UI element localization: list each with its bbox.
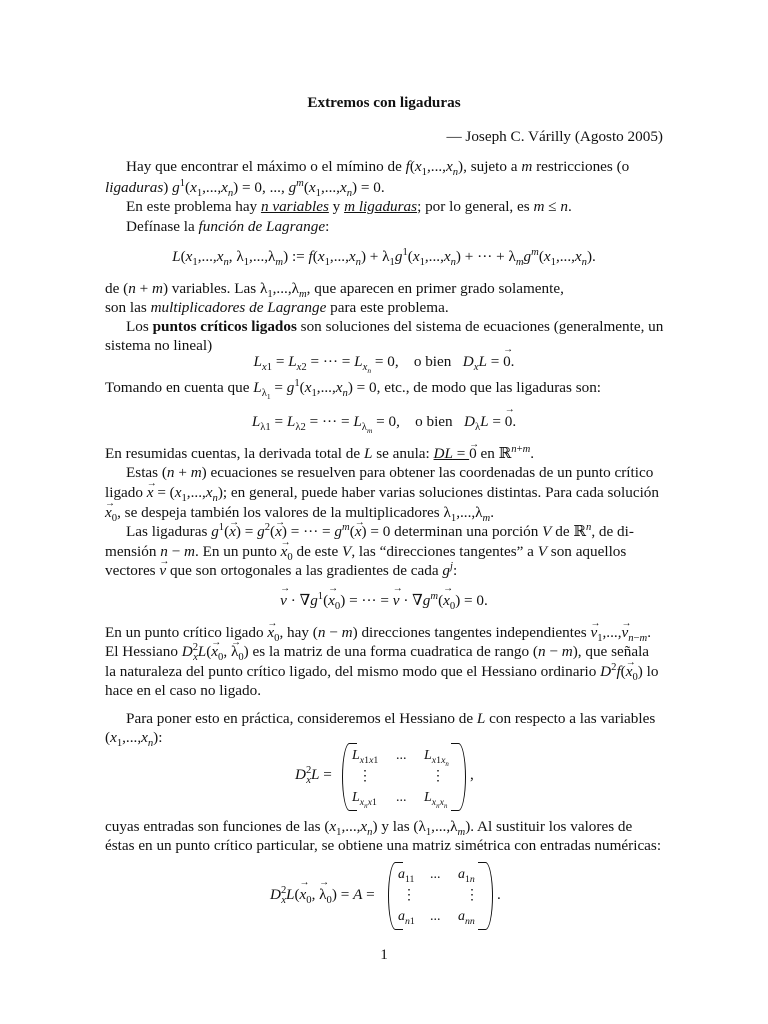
text-line: ligaduras) $g^1(x_1,...,x_n) = 0$, ..., $g^m(x_1,...,x_n) = 0$. xyxy=(105,177,385,200)
document-page: Extremos con ligaduras — Joseph C. Várilly (Agosto 2005) Hay que encontrar el máximo o el mímino de $f(x_1,...,x_n)$, sujeto a m restricciones (o ligaduras) $g^1(x_1,...,x_n) = 0$, ..., $g^m(x_1,...,x_n) = 0$. En este problema hay n variables y m ligaduras; por lo general, es m ≤ n. Defínase la función de Lagrange: $L(x_1,...,x_n$, $\lambda_1,...,\lambda_m$) := $f(x_1,...,x_n) + \lambda_1g^1(x_1,...,x_n)$ + ··· + $\lambda_mg^m(x_1,...,x_n)$. de (n + m) variables. Las $\lambda_1,...,\lambda_m$, que aparecen en primer grado solamente, son las multiplicadores de Lagrange para este problema. Los puntos críticos ligados son soluciones del sistema de ecuaciones (generalmente, un sistema no lineal) $L_{x1} = L_{x2}$ = ··· = $L_{x_n} = 0$, o bien $D_xL$ = → 0. Tomando en cuenta que $L_{\lambda_1} = g^1(x_1,...,x_n) = 0$, etc., de modo que las ligaduras son: $L_{\lambda 1} = L_{\lambda 2}$ = ··· = $L_{\lambda_m} = 0$, o bien $D_\lambda L$ = → 0. En resumidas cuentas, la derivada total de L se anula: DL = → 0 en ℝ$^{n+m}$. Estas (n + m) ecuaciones se resuelven para obtener las coordenadas de un punto crítico ligado → $x = (x_1,...,x_n)$; en general, puede haber varias soluciones distintas. Para cada solución → $x_0$, se despeja también los valores de la multiplicadores $\lambda_1,...,\lambda_m$. Las ligaduras $g^1(\to x) = g^2(\to x)$ = ··· = $g^m(\to x) = 0$ determinan una porción V de ℝ$^n$, de di- mensión n − m. En un punto → $x_0$ de este V, las “direcciones tangentes” a V son aquellos vectores → v que son ortogonales a las gradientes de cada $g^j$: → $v \cdot \nabla g^1(\to x_0)$ = ··· = → $v \cdot \nabla g^m(\to x_0) = 0$. En un punto crítico ligado → $x_0$, hay (n − m) direcciones tangentes independientes → $v_1,...,\to v_{n-m}$. El Hessiano $D^2_xL(\to x_0$, → $\lambda_0$) es la matriz de una forma cuadratica de rango (n − m), que señala la naturaleza del punto crítico ligado, del mismo modo que el Hessiano ordinario $D^2f(\to x_0)$ lo hace en el caso no ligado. Para poner esto en práctica, consideremos el Hessiano de L con respecto a las variables $(x_1,...,x_n)$: $D^2_xL$ = $L_{x1x1}$ ... $L_{x1x_n}$ ⋮ ⋮ $L_{x_nx1}$ ... $L_{x_nx_n}$ , cuyas entradas son funciones de las $(x_1,...,x_n)$ y las $(\lambda_1,...,\lambda_m)$. Al sustituir los valores de éstas en un punto crítico particular, se obtiene una matriz simétrica con entradas numéricas: $D^2_xL(\to x_0$, → $\lambda_0) = A$ = $a_{11}$ ... $a_{1n}$ ⋮ ⋮ $a_{n1}$ ... $a_{nn}$ . 1 xyxy=(0,0,768,1024)
page-number: 1 xyxy=(380,946,388,963)
text-line: Hay que encontrar el máximo o el mímino de $f(x_1,...,x_n)$, sujeto a m restricciones (o xyxy=(126,158,630,179)
text-line: Los puntos críticos ligados son soluciones del sistema de ecuaciones (generalmente, un xyxy=(126,318,664,335)
text-line: En este problema hay n variables y m ligaduras; por lo general, es m ≤ n. xyxy=(126,198,572,215)
text-line: En resumidas cuentas, la derivada total de L se anula: DL = → 0 en ℝ$^{n+m}$. xyxy=(105,444,663,463)
text-line: ligado → $x = (x_1,...,x_n)$; en general, puede haber varias soluciones distintas. Para cada solución xyxy=(105,483,663,502)
text-line: Las ligaduras $g^1(\to x) = g^2(\to x)$ = ··· = $g^m(\to x) = 0$ determinan una porción V de ℝ$^n$, de di- xyxy=(126,522,684,541)
critical-point-equation: $L_{x1} = L_{x2}$ = ··· = $L_{x_n} = 0$, o bien $D_xL$ = → 0. xyxy=(105,353,663,371)
text-line: Estas (n + m) ecuaciones se resuelven para obtener las coordenadas de un punto crítico xyxy=(126,464,654,481)
text-line: El Hessiano $D^2_xL(\to x_0$, → $\lambda_0$) es la matriz de una forma cuadratica de rango (n − m), que señala xyxy=(105,642,663,661)
lagrange-equation: $L(x_1,...,x_n$, $\lambda_1,...,\lambda_m$) := $f(x_1,...,x_n) + \lambda_1g^1(x_1,...,x_n)$ + ··· + $\lambda_mg^m(x_1,...,x_n)$. xyxy=(172,246,596,269)
text-line: Tomando en cuenta que $L_{\lambda_1} = g^1(x_1,...,x_n) = 0$, etc., de modo que las ligaduras son: xyxy=(105,377,602,402)
text-line: sistema no lineal) xyxy=(105,337,213,354)
text-line: cuyas entradas son funciones de las $(x_1,...,x_n)$ y las $(\lambda_1,...,\lambda_m)$. Al sustituir los valores de xyxy=(105,818,633,839)
text-line: Defínase la función de Lagrange: xyxy=(126,218,330,235)
text-line: la naturaleza del punto crítico ligado, del mismo modo que el Hessiano ordinario $D^2f(\to x_0)$ lo xyxy=(105,662,663,681)
text-line: éstas en un punto crítico particular, se obtiene una matriz simétrica con entradas numéricas: xyxy=(105,837,662,854)
text-line: En un punto crítico ligado → $x_0$, hay (n − m) direcciones tangentes independientes → $v_1,...,\to v_{n-m}$. xyxy=(105,623,663,642)
document-title: Extremos con ligaduras xyxy=(307,94,461,111)
text-line: $(x_1,...,x_n)$: xyxy=(105,729,163,750)
text-line: son las multiplicadores de Lagrange para este problema. xyxy=(105,299,449,316)
text-line: de (n + m) variables. Las $\lambda_1,...,\lambda_m$, que aparecen en primer grado solamente, xyxy=(105,280,564,301)
text-line: mensión n − m. En un punto → $x_0$ de este V, las “direcciones tangentes” a V son aquellos xyxy=(105,542,663,561)
text-line: vectores → v que son ortogonales a las gradientes de cada $g^j$: xyxy=(105,561,663,580)
text-line: → $x_0$, se despeja también los valores de la multiplicadores $\lambda_1,...,\lambda_m$. xyxy=(105,503,663,522)
orthogonality-equation: → $v \cdot \nabla g^1(\to x_0)$ = ··· = → $v \cdot \nabla g^m(\to x_0) = 0$. xyxy=(105,591,663,610)
text-line: Para poner esto en práctica, consideremos el Hessiano de L con respecto a las variables xyxy=(126,710,656,727)
constraint-equation: $L_{\lambda 1} = L_{\lambda 2}$ = ··· = $L_{\lambda_m} = 0$, o bien $D_\lambda L$ = → 0. xyxy=(105,413,663,431)
text-line: hace en el caso no ligado. xyxy=(105,682,262,699)
document-author: — Joseph C. Várilly (Agosto 2005) xyxy=(446,128,663,145)
